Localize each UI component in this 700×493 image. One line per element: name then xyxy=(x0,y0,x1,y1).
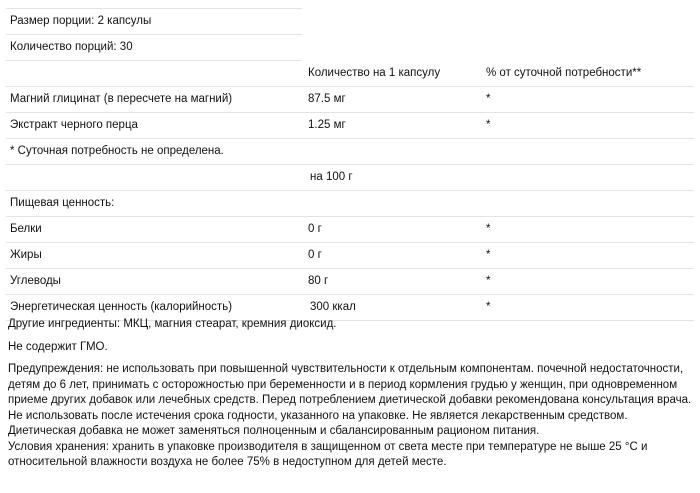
nutrition-per-label: на 100 г xyxy=(310,171,353,183)
nutrient-daily-value: * xyxy=(486,301,491,313)
ingredient-daily-value: * xyxy=(486,119,491,131)
table-row xyxy=(6,217,694,243)
product-notes xyxy=(8,317,694,471)
serving-size-text: Размер порции: 2 капсулы xyxy=(10,15,152,27)
footnote-row xyxy=(6,139,694,165)
serving-size-row xyxy=(6,8,302,35)
nutrient-amount: 0 г xyxy=(308,223,322,235)
nutrient-amount: 300 ккал xyxy=(310,301,356,313)
nutrient-daily-value: * xyxy=(486,249,491,261)
ingredient-name: Магний глицинат (в пересчете на магний) xyxy=(10,93,233,105)
other-ingredients-text: Другие ингредиенты: МКЦ, магния стеарат, кремния диоксид. xyxy=(8,318,337,330)
amount-column-header: Количество на 1 капсулу xyxy=(308,67,441,79)
nutrient-amount: 80 г xyxy=(308,275,329,287)
table-row xyxy=(6,243,694,269)
supplement-facts-table xyxy=(6,8,694,321)
nutrient-daily-value: * xyxy=(486,275,491,287)
ingredient-name: Экстракт черного перца xyxy=(10,119,138,131)
nutrition-title-row xyxy=(6,191,694,217)
nutrient-name: Энергетическая ценность (калорийность) xyxy=(10,301,233,313)
serving-count-row xyxy=(6,35,302,61)
nutrient-amount: 0 г xyxy=(308,249,322,261)
warnings-text: Предупреждения: не использовать при повышенной чувствительности к отдельным компонентам. почечной недостаточности, детям до 6 лет, принимать с осторожностью при беременности и в период кормления грудью у женщин, при одновременном приеме других добавок или лечебных средств. Перед потреблением диетической добавки рекомендована консультация врача. Не использовать после истечения срока годности, указанного на упаковке. Не является лекарственным средством. Диетическая добавка не может заменяться полноценным и сбалансированным рационом питания. xyxy=(8,363,692,437)
daily-value-column-header: % от суточной потребности** xyxy=(486,67,642,79)
ingredient-amount: 87.5 мг xyxy=(308,93,346,105)
ingredient-amount: 1.25 мг xyxy=(308,119,346,131)
nutrition-title: Пищевая ценность: xyxy=(10,197,115,209)
serving-count-text: Количество порций: 30 xyxy=(10,41,133,53)
nutrient-name: Углеводы xyxy=(10,275,61,287)
nutrition-per-row xyxy=(6,165,694,191)
nutrient-name: Белки xyxy=(10,223,42,235)
table-header-row xyxy=(6,61,694,87)
table-row xyxy=(6,269,694,295)
nutrient-name: Жиры xyxy=(10,249,42,261)
ingredient-daily-value: * xyxy=(486,93,491,105)
table-row xyxy=(6,87,694,113)
nutrient-daily-value: * xyxy=(486,223,491,235)
gmo-free-text: Не содержит ГМО. xyxy=(8,340,108,353)
storage-conditions-text: Условия хранения: хранить в упаковке производителя в защищенном от света месте при температуре не выше 25 °С и относительной влажности воздуха не более 75% в недоступном для детей месте. xyxy=(8,440,648,468)
daily-value-footnote: * Суточная потребность не определена. xyxy=(10,145,224,157)
table-row xyxy=(6,113,694,139)
